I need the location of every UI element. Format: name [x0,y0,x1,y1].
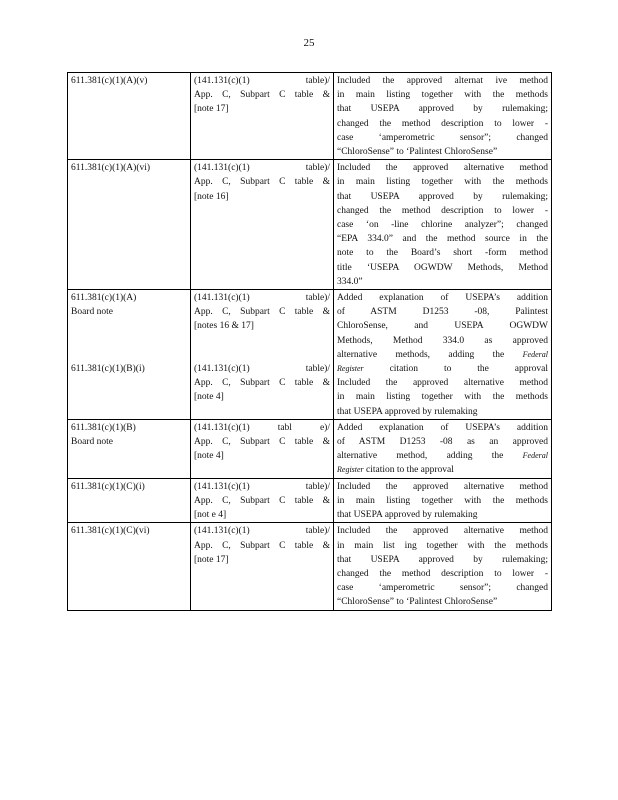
cell-line: in main list ing together with the methods [337,540,548,551]
table-row [68,419,552,478]
cell-line: [note 4] [194,392,224,403]
cell-line: changed the method description to lower - [337,568,548,579]
cell-line: [note 17] [194,554,229,565]
table-row [68,290,552,420]
blank-line [71,319,187,333]
cell-line: in main listing together with the methods [337,177,548,188]
cfr-reference-cell [191,73,334,160]
description-cell [334,290,552,420]
blank-line [71,334,187,348]
cell-line: [notes 16 & 17] [194,321,254,332]
cfr-reference-cell [191,478,334,523]
cell-line: of ASTM D1253 -08, Palintest [337,307,548,318]
section-cell [68,290,191,420]
cell-line: App. C, Subpart C table & [194,540,330,551]
cell-line: Included the approved alternative method [337,378,548,389]
table-row [68,160,552,290]
description-cell [334,160,552,290]
cell-line: alternative method, adding the Federal [337,451,548,462]
cell-line: [not e 4] [194,510,227,521]
cell-line: 611.381(c)(1)(C)(i) [71,481,145,492]
cell-line: Register citation to the approval [337,364,548,375]
cfr-reference-cell [191,160,334,290]
cell-line: Included the approved alternative method [337,481,548,492]
cell-line: that USEPA approved by rulemaking [337,510,478,521]
section-cell [68,523,191,610]
cell-line: App. C, Subpart C table & [194,495,330,506]
description-cell [334,478,552,523]
cell-line: (141.131(c)(1) table)/ [194,76,330,86]
cell-line: 334.0” [337,276,363,287]
cell-line: in main listing together with the methods [337,495,548,506]
cell-line: changed the method description to lower - [337,118,548,129]
cell-line: that USEPA approved by rulemaking [337,406,478,417]
description-cell [334,523,552,610]
cell-line: that USEPA approved by rulemaking; [337,191,548,202]
amendments-table [67,72,552,611]
cell-line: (141.131(c)(1) tabl e)/ [194,422,330,433]
section-cell [68,419,191,478]
blank-line [194,348,330,362]
cell-line: 611.381(c)(1)(B)(i) [71,364,145,375]
cell-line: 611.381(c)(1)(B) [71,422,136,433]
cell-line: case ‘amperometric sensor”; changed [337,132,548,143]
cell-line: App. C, Subpart C table & [194,307,330,318]
cfr-reference-cell [191,290,334,420]
cell-line: title ‘USEPA OGWDW Methods, Method [337,262,548,273]
cell-line: Included the approved alternative method [337,526,548,537]
cell-line: case ‘on -line chlorine analyzer”; changed [337,220,548,231]
section-cell [68,160,191,290]
blank-line [71,348,187,362]
cell-line: App. C, Subpart C table & [194,90,330,101]
cell-line: Board note [71,307,113,318]
cell-line: “EPA 334.0” and the method source in the [337,234,548,245]
cell-line: “ChloroSense” to ‘Palintest ChloroSense” [337,597,498,608]
cell-line: ChloroSense, and USEPA OGWDW [337,321,548,332]
cell-line: 611.381(c)(1)(A)(vi) [71,163,151,174]
cell-line: Included the approved alternat ive method [337,76,548,86]
cell-line: 611.381(c)(1)(C)(vi) [71,526,150,537]
cfr-reference-cell [191,419,334,478]
cell-line: in main listing together with the methods [337,392,548,403]
cell-line: App. C, Subpart C table & [194,177,330,188]
cell-line: App. C, Subpart C table & [194,378,330,389]
cell-line: case ‘amperometric sensor”; changed [337,583,548,594]
section-cell [68,478,191,523]
cell-line: in main listing together with the methods [337,90,548,101]
table-row [68,523,552,610]
cell-line: (141.131(c)(1) table)/ [194,293,330,304]
cell-line: (141.131(c)(1) table)/ [194,481,330,492]
cell-line: App. C, Subpart C table & [194,437,330,448]
cell-line: Included the approved alternative method [337,163,548,174]
cell-line: of ASTM D1253 -08 as an approved [337,437,548,448]
cell-line: Board note [71,437,113,448]
cell-line: “ChloroSense” to ‘Palintest ChloroSense” [337,147,498,158]
cell-line: note to the Board’s short -form method [337,248,548,259]
cell-line: alternative methods, adding the Federal [337,349,548,360]
cell-line: changed the method description to lower - [337,205,548,216]
table-row [68,478,552,523]
cell-line: (141.131(c)(1) table)/ [194,163,330,174]
blank-line [194,334,330,348]
cell-line: that USEPA approved by rulemaking; [337,554,548,565]
cell-line: [note 17] [194,104,229,115]
page-number: 25 [303,37,315,49]
section-cell [68,73,191,160]
cell-line: Methods, Method 334.0 as approved [337,335,548,346]
cell-line: [note 4] [194,451,224,462]
description-cell [334,419,552,478]
cell-line: Added explanation of USEPA’s addition [337,293,548,304]
cell-line: Added explanation of USEPA’s addition [337,422,548,433]
cell-line: Register citation to the approval [337,465,454,476]
cell-line: that USEPA approved by rulemaking; [337,104,548,115]
description-cell [334,73,552,160]
cell-line: (141.131(c)(1) table)/ [194,364,330,375]
cell-line: [note 16] [194,191,229,202]
cell-line: 611.381(c)(1)(A)(v) [71,76,148,86]
table-row [68,73,552,160]
cell-line: 611.381(c)(1)(A) [71,293,137,304]
cfr-reference-cell [191,523,334,610]
cell-line: (141.131(c)(1) table)/ [194,526,330,537]
